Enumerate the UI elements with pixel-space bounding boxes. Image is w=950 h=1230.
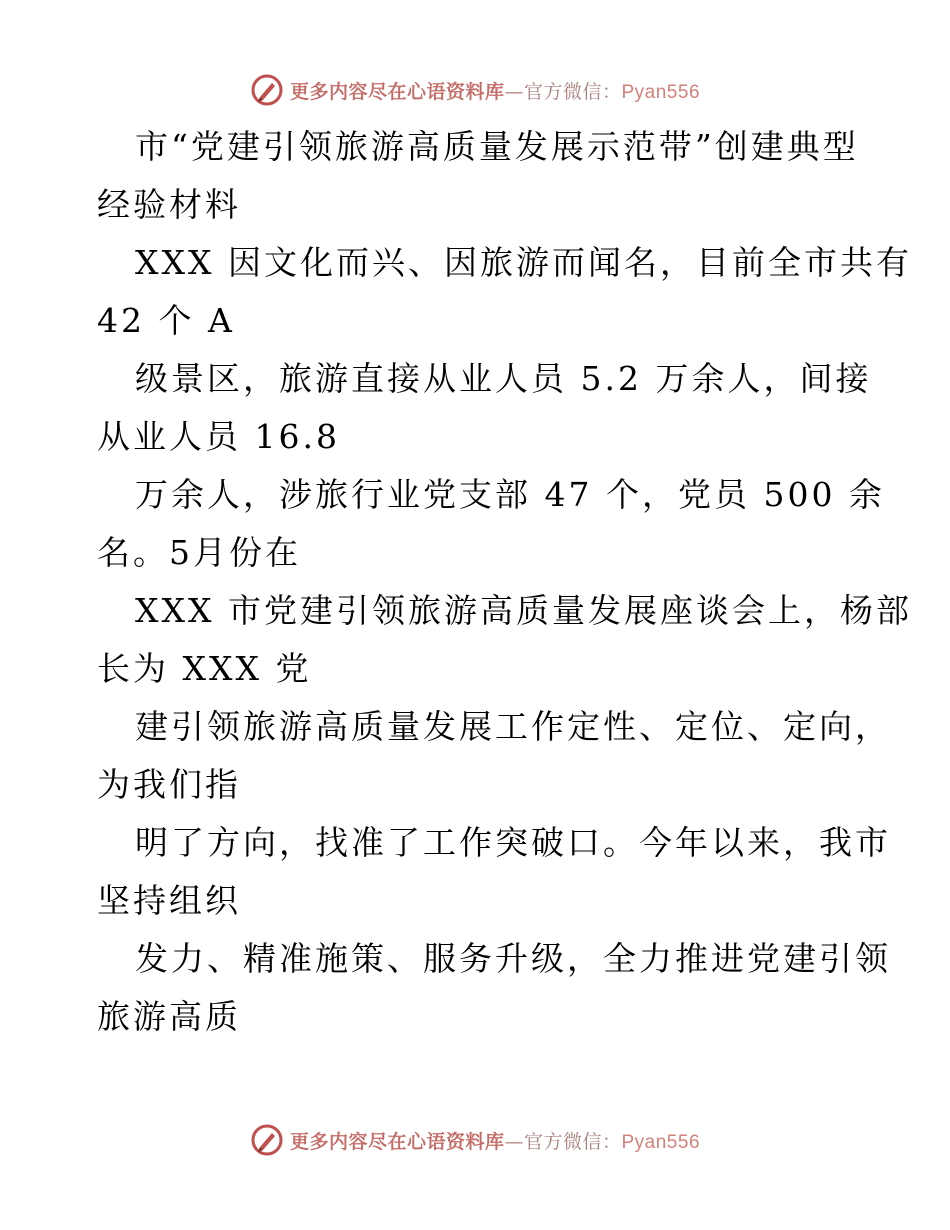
text-line: 明了方向，找准了工作突破口。今年以来，我市 (135, 823, 891, 862)
footer-watermark (0, 1120, 950, 1160)
text-line: 市“党建引领旅游高质量发展示范带”创建典型 (135, 127, 859, 166)
header-watermark (0, 70, 950, 110)
text-line: 为我们指 (97, 765, 241, 804)
text-line: 坚持组织 (97, 881, 241, 920)
pen-logo-icon (250, 1123, 284, 1157)
watermark-text (290, 1127, 700, 1154)
text-line: 发力、精准施策、服务升级，全力推进党建引领 (135, 939, 891, 978)
watermark-library-text: 更多内容尽在心语资料库 (289, 1130, 505, 1153)
text-line: 万余人，涉旅行业党支部 47 个，党员 500 余 (135, 475, 885, 514)
text-line: 42 个 A (97, 301, 235, 340)
watermark-wechat-id: Pyan556 (621, 81, 701, 103)
watermark-wechat-label: 官方微信： (523, 80, 622, 103)
text-line: XXX 因文化而兴、因旅游而闻名，目前全市共有 (135, 243, 912, 282)
text-line: 名。5月份在 (97, 533, 301, 572)
watermark-wechat-label: 官方微信： (523, 1130, 622, 1153)
watermark-text (290, 77, 700, 104)
text-line: 旅游高质 (97, 997, 241, 1036)
pen-logo-icon (250, 73, 284, 107)
watermark-library-text: 更多内容尽在心语资料库 (289, 80, 505, 103)
watermark-dash: — (504, 1130, 524, 1153)
text-line: 经验材料 (97, 185, 241, 224)
document-body (97, 118, 912, 1046)
text-line: XXX 市党建引领旅游高质量发展座谈会上，杨部 (135, 591, 912, 630)
text-line: 级景区，旅游直接从业人员 5.2 万余人，间接 (135, 359, 872, 398)
watermark-dash: — (504, 80, 524, 103)
watermark-wechat-id: Pyan556 (621, 1131, 701, 1153)
text-line: 从业人员 16.8 (97, 417, 340, 456)
text-line: 长为 XXX 党 (97, 649, 312, 688)
text-line: 建引领旅游高质量发展工作定性、定位、定向， (135, 707, 891, 746)
